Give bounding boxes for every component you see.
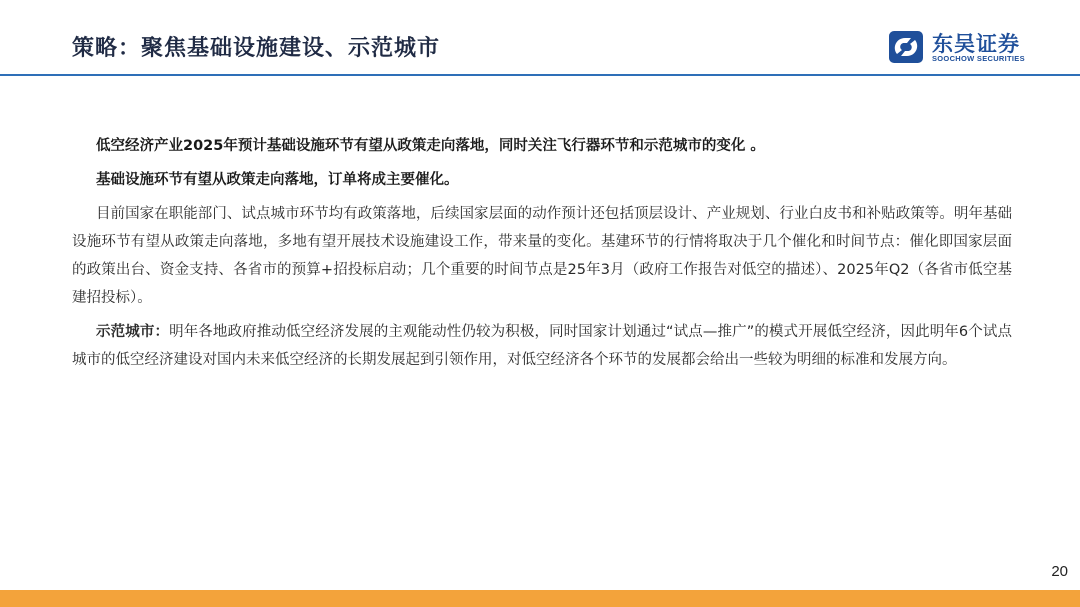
logo-text-cn: 东吴证券 bbox=[932, 32, 1020, 56]
footer-bar bbox=[0, 590, 1080, 607]
logo-text-en: SOOCHOW SECURITIES bbox=[932, 54, 1025, 63]
page-number: 20 bbox=[1051, 563, 1068, 580]
page-title: 策略：聚焦基础设施建设、示范城市 bbox=[72, 35, 441, 61]
demo-city-paragraph bbox=[72, 318, 1012, 374]
header-divider bbox=[0, 74, 1080, 76]
company-logo bbox=[888, 28, 1038, 66]
infrastructure-paragraph: 目前国家在职能部门、试点城市环节均有政策落地，后续国家层面的动作预计还包括顶层设计、产业规划、行业白皮书和补贴政策等。明年基础设施环节有望从政策走向落地，多地有望开展技术设施建设工作，带来量的变化。基建环节的行情将取决于几个催化和时间节点：催化即国家层面的政策出台、资金支持、各省市的预算+招投标启动；几个重要的时间节点是25年3月（政府工作报告对低空的描述）、2025年Q2（各省市低空基建招投标）。 bbox=[72, 206, 1012, 306]
demo-city-lead: 示范城市： bbox=[96, 324, 170, 340]
header bbox=[0, 0, 1080, 76]
summary-heading: 低空经济产业2025年预计基础设施环节有望从政策走向落地，同时关注飞行器环节和示范城市的变化 。 bbox=[96, 138, 765, 154]
infrastructure-heading: 基础设施环节有望从政策走向落地，订单将成主要催化。 bbox=[96, 172, 459, 188]
main-content bbox=[72, 132, 1012, 380]
demo-city-body: 明年各地政府推动低空经济发展的主观能动性仍较为积极，同时国家计划通过“试点—推广”的模式开展低空经济，因此明年6个试点城市的低空经济建设对国内未来低空经济的长期发展起到引领作用，对低空经济各个环节的发展都会给出一些较为明细的标准和发展方向。 bbox=[72, 324, 1012, 368]
soochow-logo-icon bbox=[888, 30, 924, 64]
